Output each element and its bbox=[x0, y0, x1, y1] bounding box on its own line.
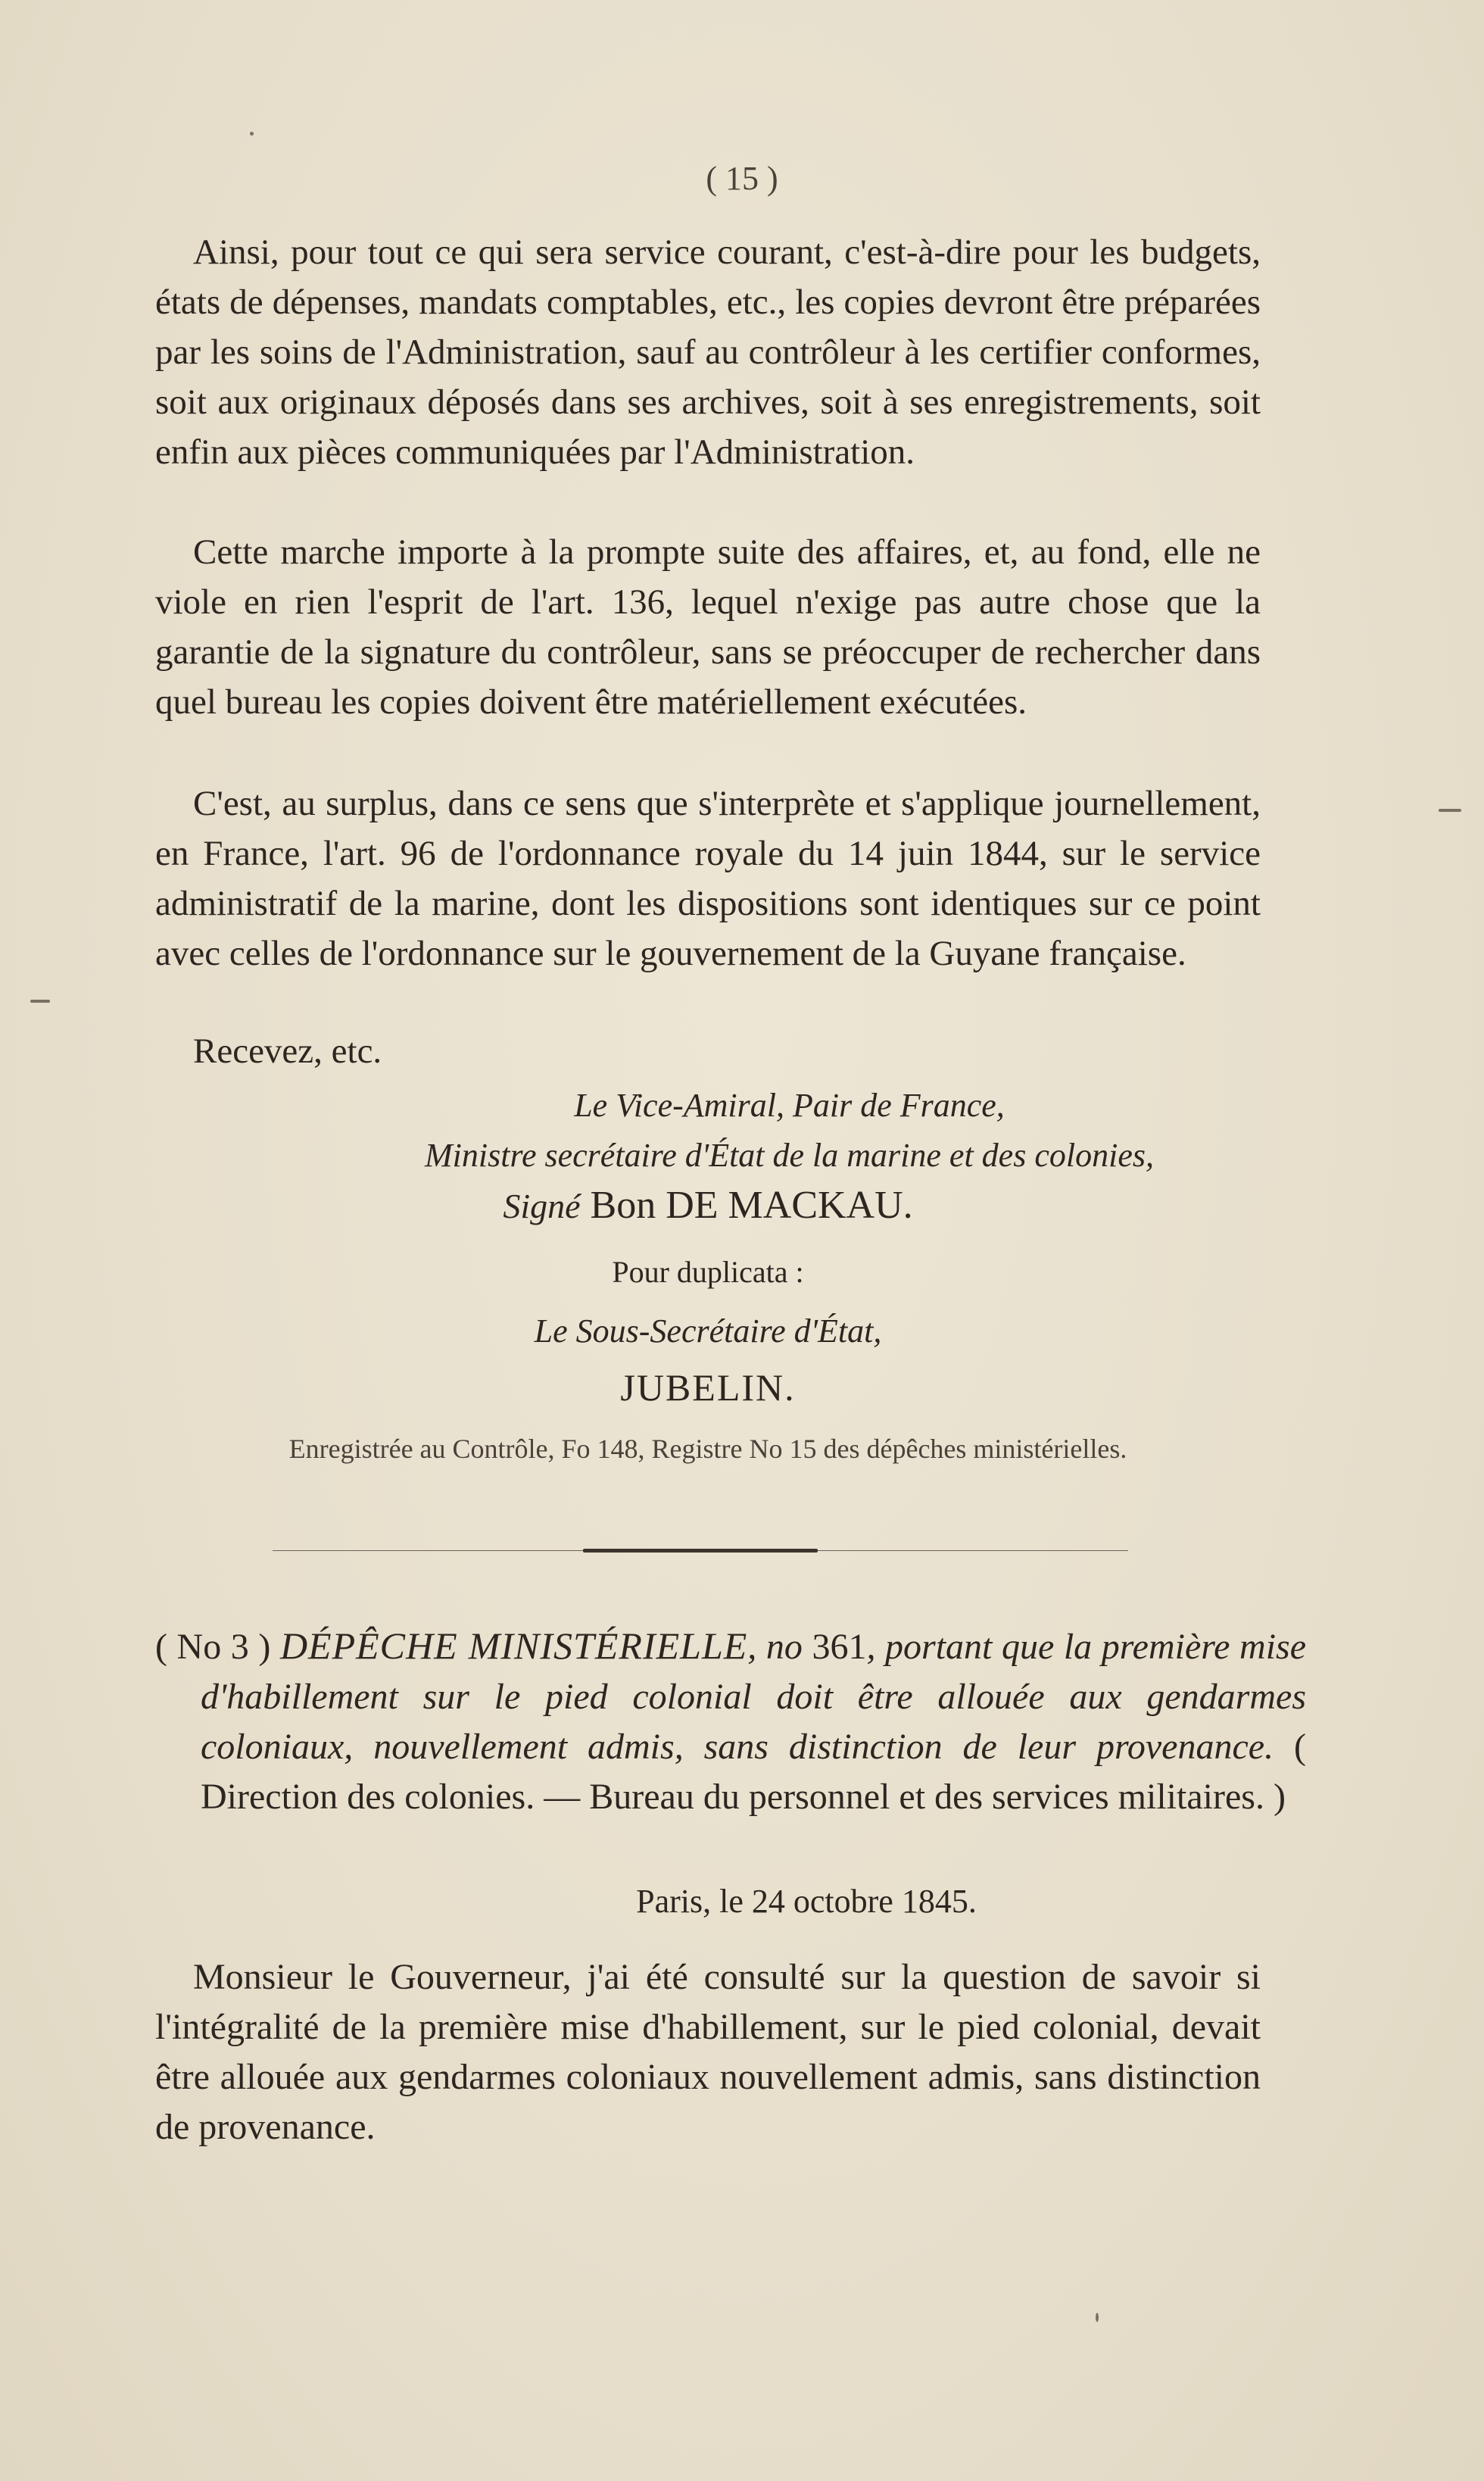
signed-name: Bon DE MACKAU. bbox=[590, 1184, 913, 1227]
paragraph-1 bbox=[155, 227, 1261, 477]
dispatch-body bbox=[155, 1952, 1261, 2152]
paragraph-2 bbox=[155, 527, 1261, 727]
dispatch-subject: , portant que la première mise d'habillement sur le pied colonial doit être allouée aux gendarmes coloniaux, nouvellement admis, sans distinction de leur provenance. bbox=[201, 1627, 1307, 1767]
paragraph-text: Cette marche importe à la prompte suite des affaires, et, au fond, elle ne viole en rien l'esprit de l'art. 136, lequel n'exige pas autre chose que la garantie de la signature du contrôleur, sans se préoccuper de rechercher dans quel bureau les copies doivent être matériellement exécutées. bbox=[155, 532, 1261, 722]
dispatch-date: Paris, le 24 octobre 1845. bbox=[636, 1883, 977, 1920]
signature-title-line: Le Vice-Amiral, Pair de France, bbox=[574, 1087, 1005, 1124]
duplicate-line: Pour duplicata : bbox=[612, 1255, 804, 1289]
page-number: ( 15 ) bbox=[706, 160, 778, 197]
paragraph-text: C'est, au surplus, dans ce sens que s'interprète et s'applique journellement, en France, l'art. 96 de l'ordonnance royale du 14 juin 1844, sur le service administratif de la marine, dont les dispositions sont identiques sur ce point avec celles de l'ordonnance sur le gouvernement de la Guyane française. bbox=[155, 784, 1261, 973]
dispatch-title: DÉPÊCHE MINISTÉRIELLE bbox=[279, 1624, 748, 1667]
register-note: Enregistrée au Contrôle, Fo 148, Registre No 15 des dépêches ministérielles. bbox=[288, 1434, 1127, 1464]
dispatch-number: ( No 3 ) bbox=[155, 1627, 271, 1667]
paragraph-3 bbox=[155, 779, 1261, 978]
paragraph-text: Ainsi, pour tout ce qui sera service courant, c'est-à-dire pour les budgets, états de dépenses, mandats comptables, etc., les copies devront être préparées par les soins de l'Administration, sauf au contrôleur à les certifier conformes, soit aux originaux déposés dans ses archives, soit à ses enregistrements, soit enfin aux pièces communiquées par l'Administration. bbox=[155, 232, 1261, 472]
paragraph-text: Recevez, etc. bbox=[193, 1031, 382, 1071]
signature-office-line: Ministre secrétaire d'État de la marine et des colonies, bbox=[425, 1137, 1154, 1174]
dispatch-direction: ( Direction des colonies. — Bureau du personnel et des services militaires. ) bbox=[201, 1727, 1307, 1817]
paper-mark bbox=[1439, 809, 1461, 812]
paper-mark bbox=[30, 1000, 50, 1003]
section-divider bbox=[273, 1549, 1128, 1553]
paragraph-4 bbox=[155, 1026, 1261, 1076]
under-secretary-line: Le Sous-Secrétaire d'État, bbox=[534, 1312, 882, 1350]
signed-word: Signé bbox=[503, 1187, 581, 1225]
dispatch-number-label: , no bbox=[747, 1627, 803, 1667]
signature-name-line bbox=[155, 1181, 1261, 1231]
paper-mark bbox=[1096, 2313, 1099, 2322]
paragraph-text: Monsieur le Gouverneur, j'ai été consulté sur la question de savoir si l'intégralité de la première mise d'habillement, sur le pied colonial, devait être allouée aux gendarmes coloniaux nouvellement admis, sans distinction de provenance. bbox=[155, 1957, 1261, 2147]
dispatch-heading bbox=[155, 1621, 1306, 1822]
dispatch-number-value: 361 bbox=[812, 1627, 867, 1667]
paper-mark bbox=[250, 132, 254, 136]
under-secretary-name: JUBELIN. bbox=[620, 1366, 796, 1409]
